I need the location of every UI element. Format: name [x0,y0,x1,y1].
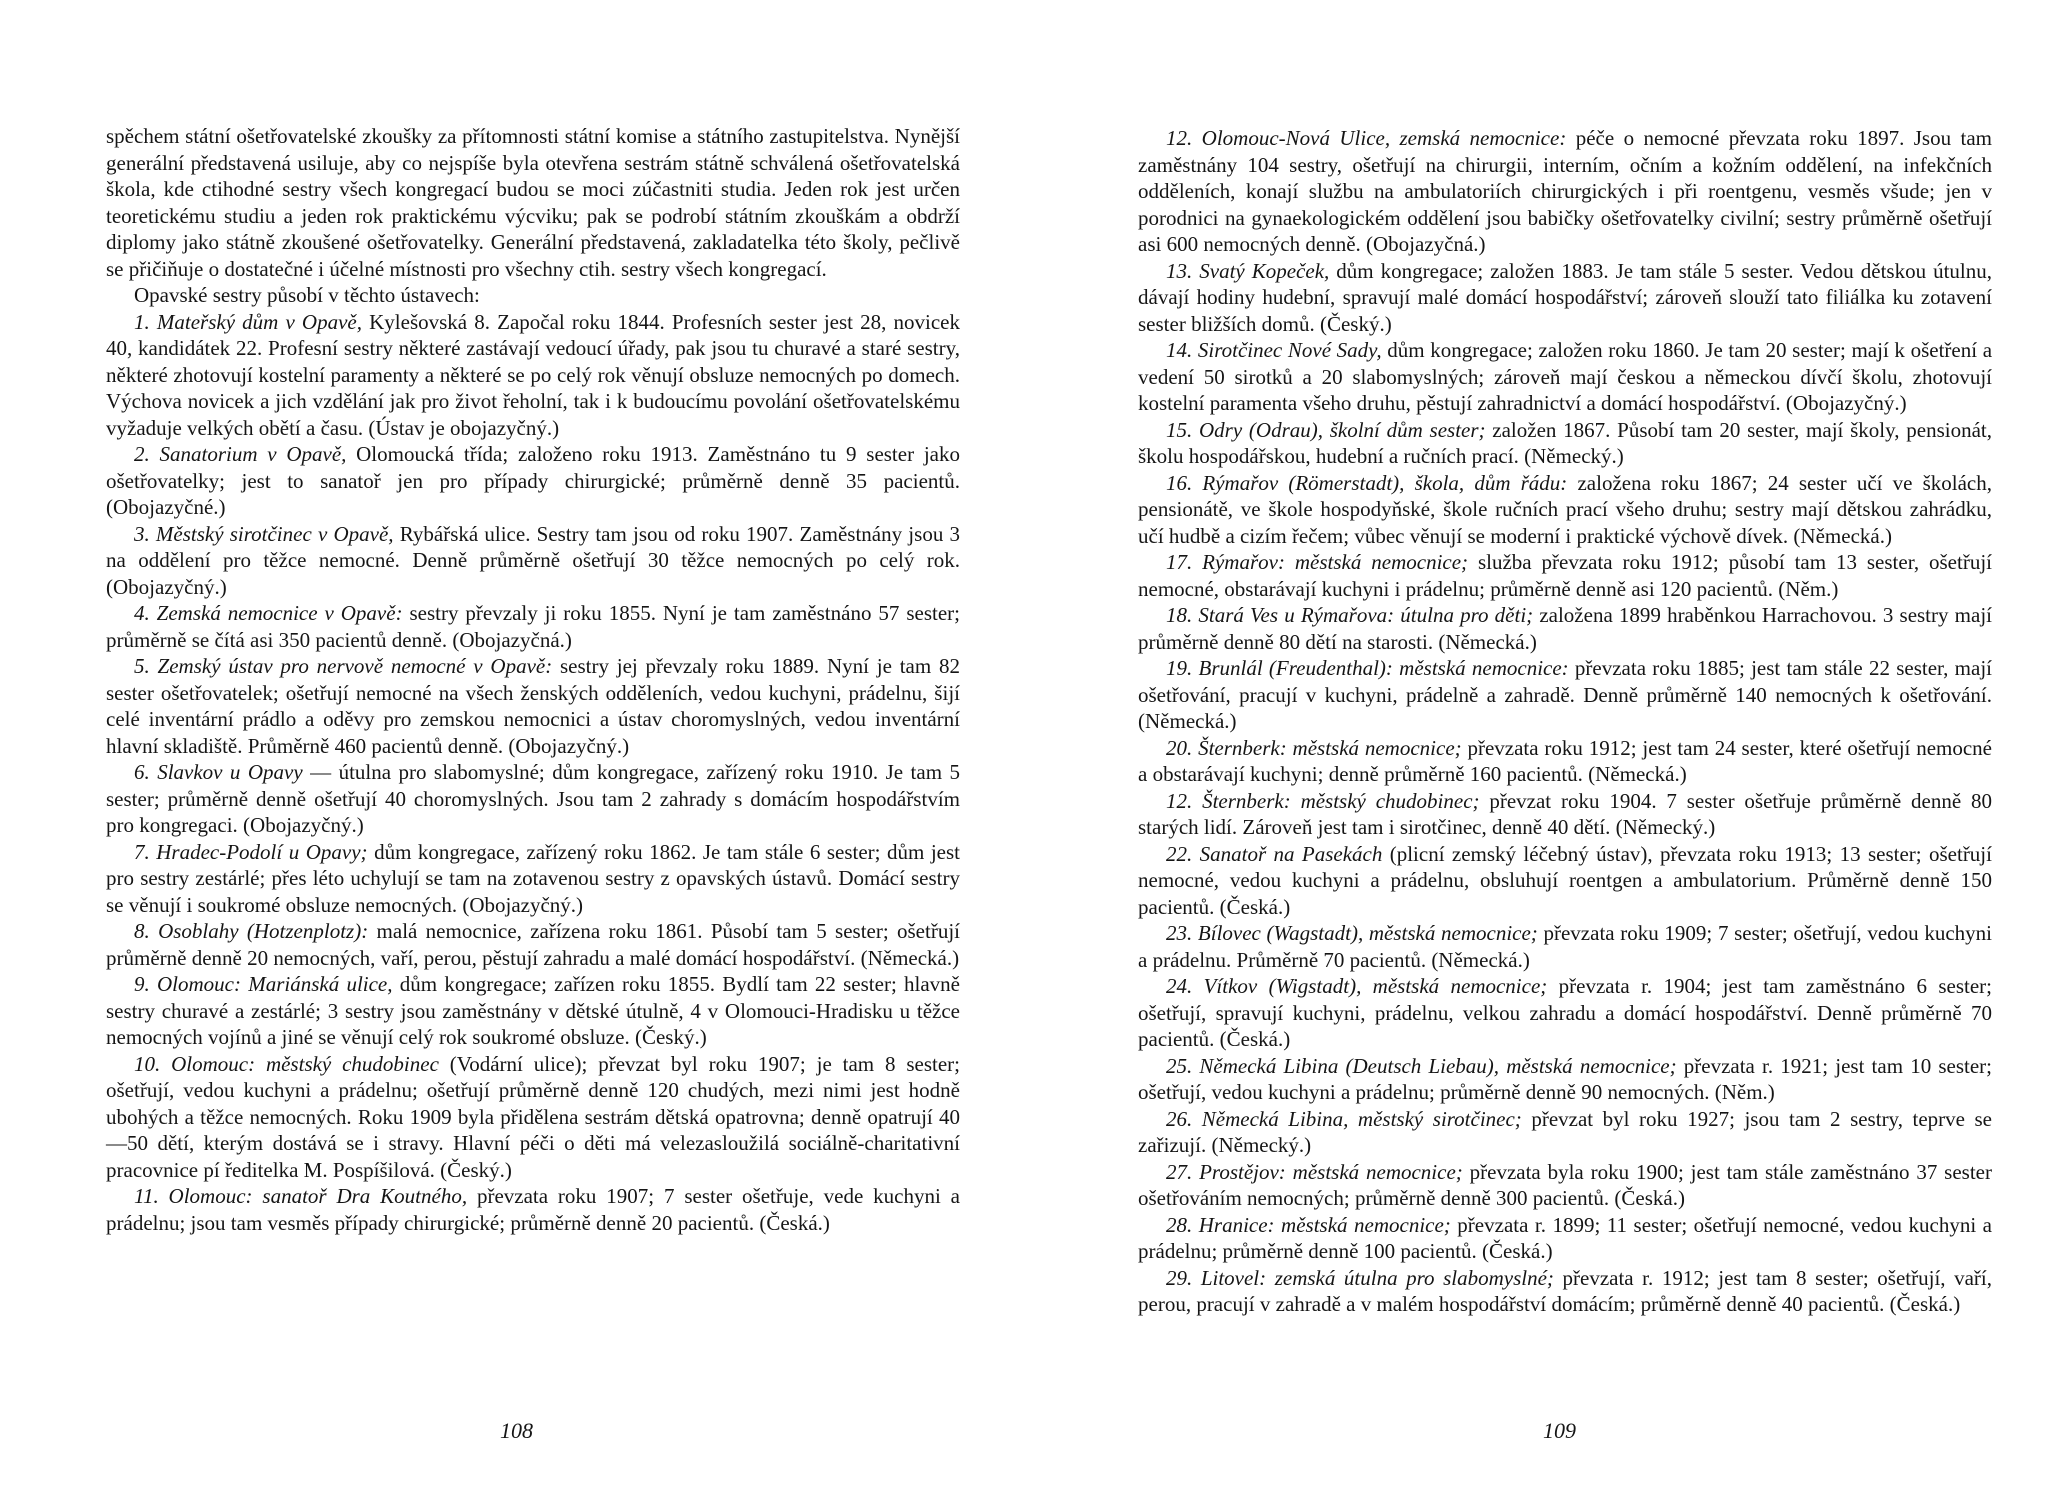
entry-title: 22. Sanatoř na Pasekách [1166,841,1383,866]
entry-text: převzata r. 1899; 11 sester; ošetřují nemocné, vedou kuchyni a prádelnu; průměrně denně 100 pacientů. (Česká.) [1138,1212,1992,1263]
entry-text: (Vodární ulice); převzat byl roku 1907; je tam 8 sester; ošetřují, vedou kuchyni a prádelnu; ošetřují průměrně denně 120 chudých, mezi nimi jest hodně ubohých a těžce nemocných. Roku 1909 byla přidělena sestrám dětská opatrovna; denně opatrují 40—50 dětí, kterým dostává se i stravy. Hlavní péči o děti má velezasloužilá sociálně-charitativní pracovnice pí ředitelka M. Pospíšilová. (Český.) [106,1051,960,1182]
entry-title: 8. Osoblahy (Hotzenplotz): [134,919,369,943]
entry-text: — útulna pro slabomyslné; dům kongregace, zařízený roku 1910. Je tam 5 sester; průměrně denně ošetřují 40 choromyslných. Jsou tam 2 zahrady s domácím hospodářstvím pro kongregaci. (Obojazyčný.) [106,760,960,837]
entry-text: služba převzata roku 1912; působí tam 13 sester, ošetřují nemocné, obstarávají kuchyni i prádelnu; průměrně denně asi 120 pacientů. (Něm.) [1138,550,1992,601]
entry-title: 19. Brunlál (Freudenthal): městská nemocnice: [1166,656,1569,680]
entry-title: 6. Slavkov u Opavy [134,760,303,784]
intro-paragraph: spěchem státní ošetřovatelské zkoušky za přítomnosti státní komise a státního zastupitelstva. Nynější generální představená usiluje, aby co nejspíše byla otevřena sestrám státně schválená ošetřovatelská škola, kde ctihodné sestry všech kongregací budou se moci zúčastniti studia. Jeden rok jest určen teoretickému studiu a jeden rok praktickému výcviku; pak se podrobí státním zkouškám a obdrží diplomy jako státně zkoušené ošetřovatelky. Generální představená, zakladatelka této školy, pečlivě se přičiňuje o dostatečné i účelné místnosti pro všechny ctih. sestry všech kongregací. [106,124,960,281]
entry-text: dům kongregace, zařízený roku 1862. Je tam stále 6 sester; dům jest pro sestry zestárlé; přes léto uchylují se tam na zotavenou sestry z opavských ústavů. Domácí sestry se věnují i soukromé obsluze nemocných. (Obojazyčný.) [106,839,961,917]
entry-text: sestry jej převzaly roku 1889. Nyní je tam 82 sester ošetřovatelek; ošetřují nemocné na všech ženských odděleních, vedou kuchyni, prádelnu, šijí celé inventární prádlo a oděvy pro zemskou nemocnici a ústav choromyslných, vedou inventární hlavní skladiště. Průměrně 460 pacientů denně. (Obojazyčný.) [106,654,960,758]
entry-text: založen 1867. Působí tam 20 sester, mají školy, pensionát, školu hospodářskou, hudební a ručních prací. (Německý.) [1138,417,1993,468]
entry-text: Olomoucká třída; založeno roku 1913. Zaměstnáno tu 9 sester jako ošetřovatelky; jest to sanatoř jen pro případy chirurgické; průměrně denně 35 pacientů. (Obojazyčné.) [106,442,960,519]
entry-paragraph [1138,602,1992,655]
left-page [106,123,960,1236]
entry-title: 29. Litovel: zemská útulna pro slabomyslné; [1166,1265,1554,1290]
entry-text: převzata roku 1912; jest tam 24 sester, které ošetřují nemocné a obstarávají kuchyni; denně průměrně 160 pacientů. (Německá.) [1138,735,1992,786]
entry-title: 25. Německá Libina (Deutsch Liebau), městská nemocnice; [1166,1053,1677,1078]
lead-paragraph: Opavské sestry působí v těchto ústavech: [134,283,480,307]
entry-title: 10. Olomouc: městský chudobinec [134,1051,439,1076]
page-number-right: 109 [1543,1418,1576,1443]
entry-paragraph [1138,920,1992,973]
entry-text: dům kongregace; zařízen roku 1855. Bydlí tam 22 sester; hlavně sestry churavé a zestárlé; 3 sestry jsou zaměstnány v dětské útulně, 4 v Olomouci-Hradisku u těžce nemocných vojínů a jiné se věnují celý rok soukromé obsluze. (Český.) [106,972,960,1049]
entry-title: 18. Stará Ves u Rýmařova: útulna pro děti; [1166,603,1534,627]
entry-title: 2. Sanatorium v Opavě, [134,442,347,466]
entry-paragraph [106,971,960,1051]
entry-title: 1. Mateřský dům v Opavě, [134,309,362,334]
entry-paragraph [1138,788,1992,841]
entry-text: péče o nemocné převzata roku 1897. Jsou tam zaměstnány 104 sestry, ošetřují na chirurgii, interním, očním a kožním oddělení, na infekčních odděleních, konají službu na ambulatoriích chirurgických i při roentgenu, vesměs všude; jen v porodnici na gynaekologickém oddělení jsou babičky ošetřovatelky civilní; sestry průměrně ošetřují asi 600 nemocných denně. (Obojazyčná.) [1138,126,1992,256]
entry-paragraph [1138,417,1992,470]
entry-paragraph [1138,1265,1992,1318]
entry-paragraph [106,521,960,601]
entry-title: 14. Sirotčinec Nové Sady, [1166,338,1382,362]
entry-paragraph [106,759,960,839]
entry-paragraph [1138,549,1992,602]
entry-text: založena roku 1867; 24 sester učí ve školách, pensionátě, ve škole hospodyňské, škole ručních prací všeho druhu; sestry mají dětskou zahrádku, učí hudbě a cizím řečem; vůbec věnují se moderní i praktické výchově dívek. (Německá.) [1138,470,1992,548]
entry-title: 11. Olomouc: sanatoř Dra Koutného, [134,1184,468,1208]
entry-text: převzat roku 1904. 7 sester ošetřuje průměrně denně 80 starých lidí. Zároveň jest tam i sirotčinec, denně 40 dětí. (Německý.) [1138,788,1993,839]
entry-title: 24. Vítkov (Wigstadt), městská nemocnice; [1166,974,1548,998]
entry-text: převzat byl roku 1927; jsou tam 2 sestry, teprve se zařizují. (Německý.) [1138,1106,1992,1157]
entry-paragraph [1138,735,1992,788]
entry-title: 3. Městský sirotčinec v Opavě, [134,521,394,546]
entry-paragraph [1138,1159,1992,1212]
entry-text: převzata r. 1921; jest tam 10 sester; ošetřují, vedou kuchyni a prádelnu; průměrně denně 90 nemocných. (Něm.) [1138,1053,1992,1104]
entry-text: převzata roku 1909; 7 sester; ošetřují, vedou kuchyni a prádelnu. Průměrně 70 pacientů. (Německá.) [1138,921,1992,972]
entry-text: dům kongregace; založen roku 1860. Je tam 20 sester; mají k ošetření a vedení 50 sirotků a 20 slabomyslných; zároveň mají českou a německou dívčí školu, zhotovují kostelní paramenta všeho druhu, pěstují zahradnictví a domácí hospodářství. (Obojazyčný.) [1138,338,1993,415]
entry-title: 12. Olomouc-Nová Ulice, zemská nemocnice: [1166,126,1567,150]
entry-paragraph [1138,470,1992,550]
entry-title: 27. Prostějov: městská nemocnice; [1166,1159,1463,1184]
entry-text: Rybářská ulice. Sestry tam jsou od roku 1907. Zaměstnány jsou 3 na oddělení pro těžce nemocné. Denně průměrně ošetřují 30 těžce nemocných po celý rok. (Obojazyčný.) [106,521,960,599]
entry-paragraph [106,1183,960,1236]
entry-paragraph [106,918,960,971]
entry-text: malá nemocnice, zařízena roku 1861. Působí tam 5 sester; ošetřují průměrně denně 20 nemocných, vaří, perou, pěstují zahradu a malé domácí hospodářství. (Německá.) [106,919,960,970]
entry-paragraph [1138,973,1992,1053]
entry-text: převzata roku 1885; jest tam stále 22 sester, mají ošetřování, pracují v kuchyni, prádelně a zahradě. Denně průměrně 140 nemocných k ošetřování. (Německá.) [1138,656,1992,733]
entry-paragraph [106,309,960,442]
entry-paragraph [1138,655,1992,735]
entry-text: převzata r. 1912; jest tam 8 sester; ošetřují, vaří, perou, pracují v zahradě a v malém hospodářství domácím; průměrně denně 40 pacientů. (Česká.) [1138,1265,1992,1316]
entry-title: 26. Německá Libina, městský sirotčinec; [1166,1106,1522,1131]
entry-title: 28. Hranice: městská nemocnice; [1166,1212,1451,1237]
entry-title: 23. Bílovec (Wagstadt), městská nemocnice; [1166,921,1538,945]
entry-text: převzata roku 1907; 7 sester ošetřuje, vede kuchyni a prádelnu; jsou tam vesměs případy chirurgické; průměrně denně 20 pacientů. (Česká.) [106,1184,960,1235]
entry-paragraph [1138,258,1992,338]
entry-title: 17. Rýmařov: městská nemocnice; [1166,550,1469,574]
entry-paragraph [106,441,960,521]
entry-title: 7. Hradec-Podolí u Opavy; [134,839,368,864]
entry-title: 9. Olomouc: Mariánská ulice, [134,972,393,996]
entry-paragraph [106,653,960,759]
entry-title: 5. Zemský ústav pro nervově nemocné v Opavě: [134,654,553,678]
entry-paragraph [1138,1106,1992,1159]
entry-text: založena 1899 hraběnkou Harrachovou. 3 sestry mají průměrně denně 80 dětí na starosti. (Německá.) [1138,603,1992,654]
entry-title: 12. Šternberk: městský chudobinec; [1166,788,1480,813]
entry-text: převzata r. 1904; jest tam zaměstnáno 6 sester; ošetřují, spravují kuchyni, prádelnu, velkou zahradu a domácí hospodářství. Denně průměrně 70 pacientů. (Česká.) [1138,974,1992,1051]
right-page [1138,125,1992,1318]
entry-paragraph [106,600,960,653]
entry-text: převzata byla roku 1900; jest tam stále zaměstnáno 37 sester ošetřováním nemocných; průměrně denně 300 pacientů. (Česká.) [1138,1159,1992,1210]
entry-paragraph [106,839,960,919]
entry-paragraph [1138,125,1992,258]
entry-paragraph [1138,841,1992,921]
entry-paragraph [1138,1053,1992,1106]
entry-text: Kylešovská 8. Započal roku 1844. Profesních sester jest 28, novicek 40, kandidátek 22. Profesní sestry některé zastávají vedoucí úřady, pak jsou tu churavé a staré sestry, některé zhotovují kostelní paramenty a některé se po celý rok věnují obsluze nemocných po domech. Výchova novicek a jich vzdělání jak pro život řeholní, tak i k budoucímu povolání ošetřovatelskému vyžaduje velkých obětí a času. (Ústav je obojazyčný.) [106,309,960,440]
entry-text: (plicní zemský léčebný ústav), převzata roku 1913; 13 sester; ošetřují nemocné, vedou kuchyni a prádelnu, obsluhují roentgen a ambulatorium. Průměrně denně 150 pacientů. (Česká.) [1138,841,1992,919]
entry-title: 15. Odry (Odrau), školní dům sester; [1166,417,1486,442]
entry-title: 16. Rýmařov (Römerstadt), škola, dům řádu: [1166,470,1568,495]
entry-text: sestry převzaly ji roku 1855. Nyní je tam zaměstnáno 57 sester; průměrně se čítá asi 350 pacientů denně. (Obojazyčná.) [106,601,960,652]
entry-paragraph [1138,1212,1992,1265]
page-number-left: 108 [500,1418,533,1443]
entry-text: dům kongregace; založen 1883. Je tam stále 5 sester. Vedou dětskou útulnu, dávají hodiny hudební, spravují malé domácí hospodářství; zároveň slouží tato filiálka ku zotavení sester bližších domů. (Český.) [1138,258,1992,336]
entry-title: 20. Šternberk: městská nemocnice; [1166,735,1462,760]
entry-title: 13. Svatý Kopeček, [1166,258,1330,283]
entry-title: 4. Zemská nemocnice v Opavě: [134,601,403,625]
entry-paragraph [106,1051,960,1184]
entry-paragraph [1138,337,1992,417]
